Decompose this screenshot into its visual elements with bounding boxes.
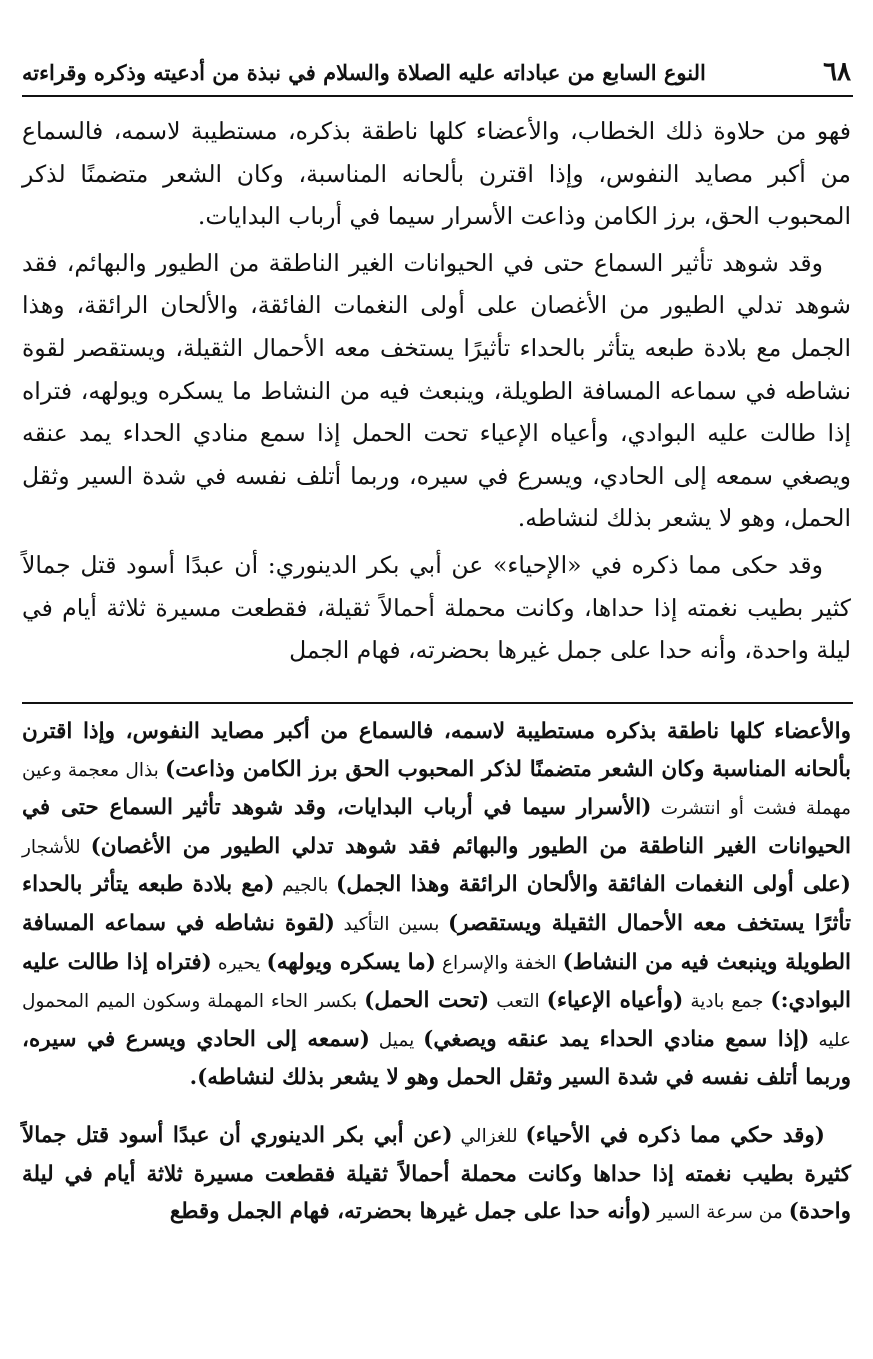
quoted-text: (وأنه حدا على جمل غيرها بحضرته، فهام الجمل وقطع	[169, 1199, 652, 1225]
quoted-text: (تحت الحمل)	[364, 988, 490, 1014]
quoted-text: (إذا سمع منادي الحداء يمد عنقه ويصغي)	[423, 1026, 810, 1052]
gloss: جمع بادية	[683, 991, 771, 1013]
gloss: يحيره	[211, 952, 267, 974]
main-paragraph: وقد حكى مما ذكره في «الإحياء» عن أبي بكر الدينوري: أن عبدًا أسود قتل جمالاً كثير بطيب نغمته إذا حداها، وكانت محملة أحمالاً ثقيلة، فقطعت مسيرة ثلاثة أيام في ليلة واحدة، وأنه حدا على جمل غيرها بحضرته، فهام الجمل	[22, 550, 851, 665]
main-paragraph: وقد شوهد تأثير السماع حتى في الحيوانات الغير الناطقة من الطيور والبهائم، فقد شوهد تدلي الطيور من الأغصان على أولى النغمات الفائقة، والألحان الرائقة، وهذا الجمل مع بلادة طبعه يتأثر بالحداء تأثيرًا يستخف معه الأحمال الثقيلة، ويستقصر لقوة نشاطه في سماعه المسافة الطويلة، وينبعث فيه من النشاط ما يسكره ويولهه، فتراه إذا طالت عليه البوادي، وأعياه الإعياء تحت الحمل إذا سمع منادي الحداء يمد عنقه ويصغي سمعه إلى الحادي، ويسرع في سيره، وربما أتلف نفسه في شدة السير وثقل الحمل، وهو لا يشعر بذلك لنشاطه.	[22, 248, 851, 533]
quoted-text: (فتراه إذا طالت عليه البوادي:)	[22, 949, 852, 1014]
quoted-text: (وأعياه الإعياء)	[546, 988, 684, 1014]
gloss: يميل	[369, 1029, 424, 1051]
commentary-divider	[22, 702, 853, 704]
page-number: ٦٨	[823, 57, 851, 87]
quoted-text: (مع بلادة طبعه يتأثر بالحداء تأثرًا يستخف معه الأحمال الثقيلة ويستقصر)	[22, 872, 851, 936]
gloss: للأشجار	[22, 836, 91, 858]
gloss: بذال معجمة وعين مهملة فشت أو انتشرت	[22, 759, 851, 820]
gloss: للغزالي	[452, 1125, 526, 1147]
header-divider	[22, 95, 853, 97]
commentary	[22, 713, 851, 1232]
gloss: بالجيم	[274, 875, 337, 897]
gloss: بسين التأكيد	[334, 913, 448, 935]
main-paragraph: فهو من حلاوة ذلك الخطاب، والأعضاء كلها ناطقة بذكره، مستطيبة لاسمه، فالسماع من أكبر مصايد النفوس، وإذا اقترن بألحانه المناسبة، وكان الشعر متضمنًا لذكر المحبوب الحق، برز الكامن وذاعت الأسرار سيما في أرباب البدايات.	[22, 117, 851, 231]
quoted-text: والأعضاء كلها ناطقة بذكره مستطيبة لاسمه، فالسماع من أكبر مصايد النفوس، وإذا اقترن بألحانه المناسبة وكان الشعر متضمنًا لذكر المحبوب الحق برز الكامن وذاعت)	[22, 719, 851, 782]
page-header	[22, 52, 851, 92]
gloss: الخفة والإسراع	[435, 952, 563, 974]
gloss: بكسر الحاء المهملة وسكون الميم المحمول عليه	[22, 991, 852, 1051]
quoted-text: (لقوة نشاطه في سماعه المسافة الطويلة وينبعث فيه من النشاط)	[22, 910, 851, 975]
main-text	[22, 110, 851, 672]
quoted-text: (على أولى النغمات الفائقة والألحان الرائقة وهذا الجمل)	[336, 872, 851, 898]
commentary-paragraph	[22, 1117, 851, 1232]
commentary-paragraph	[22, 713, 851, 1097]
quoted-text: (عن أبي بكر الدينوري أن عبدًا أسود قتل جمالاً كثيرة بطيب نغمته إذا حداها وكانت محملة أحمالاً ثقيلة فقطعت مسيرة ثلاثة أيام في ليلة واحدة)	[22, 1122, 851, 1225]
gloss: التعب	[489, 991, 547, 1013]
quoted-text: (ما يسكره ويولهه)	[266, 949, 436, 975]
quoted-text: (سمعه إلى الحادي ويسرع في سيره، وربما أتلف نفسه في شدة السير وثقل الحمل وهو لا يشعر بذلك لنشاطه).	[22, 1026, 851, 1091]
running-title: النوع السابع من عباداته عليه الصلاة والسلام في نبذة من أدعيته وذكره وقراءته	[22, 59, 706, 85]
quoted-text: (وقد حكي مما ذكره في الأحياء)	[525, 1122, 825, 1148]
quoted-text: (الأسرار سيما في أرباب البدايات، وقد شوهد تأثير السماع حتى في الحيوانات الغير الناطقة من الطيور والبهائم فقد شوهد تدلي الطيور من الأغصان)	[22, 795, 851, 859]
gloss: من سرعة السير	[651, 1202, 789, 1224]
